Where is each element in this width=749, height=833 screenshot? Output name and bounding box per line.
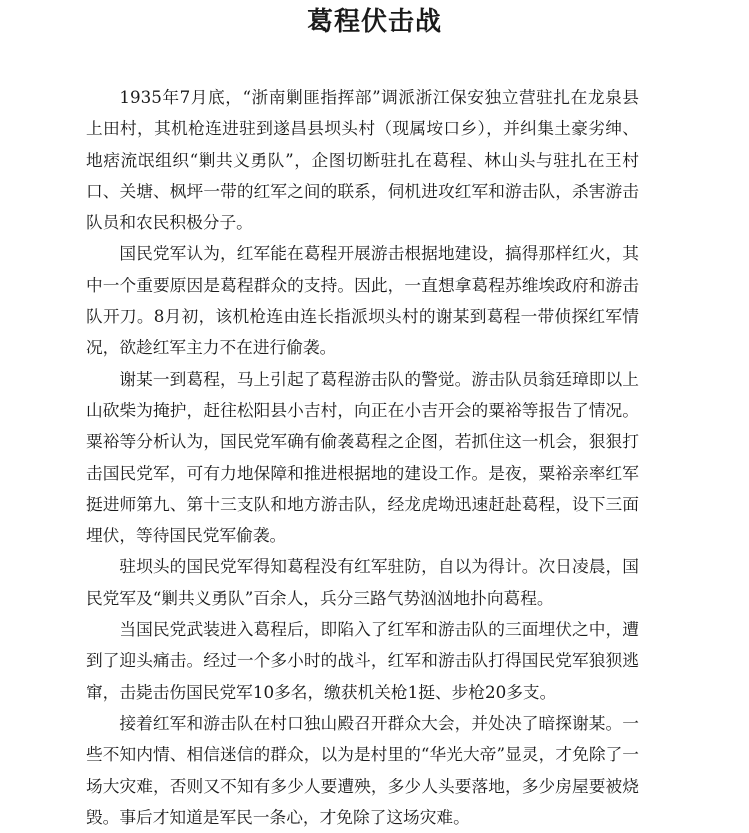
paragraph-1: 1935年7月底，“浙南剿匪指挥部”调派浙江保安独立营驻扎在龙泉县上田村，其机枪连进驻到遂昌县坝头村（现属垵口乡），并纠集土豪劣绅、地痞流氓组织“剿共义勇队”，企图切断驻扎在葛程、林山头与驻扎在王村口、关塘、枫坪一带的红军之间的联系，伺机进攻红军和游击队，杀害游击队员和农民积极分子。 [86, 87, 639, 233]
paragraph-4: 驻坝头的国民党军得知葛程没有红军驻防，自以为得计。次日凌晨，国民党军及“剿共义勇队”百余人，兵分三路气势汹汹地扑向葛程。 [86, 556, 639, 608]
paragraph-2: 国民党军认为，红军能在葛程开展游击根据地建设，搞得那样红火，其中一个重要原因是葛程群众的支持。因此，一直想拿葛程苏维埃政府和游击队开刀。8月初，该机枪连由连长指派坝头村的谢某到葛程一带侦探红军情况，欲趁红军主力不在进行偷袭。 [86, 243, 639, 358]
article-body [86, 82, 639, 833]
paragraph-6: 接着红军和游击队在村口独山殿召开群众大会，并处决了暗探谢某。一些不知内情、相信迷信的群众，以为是村里的“华光大帝”显灵，才免除了一场大灾难，否则又不知有多少人要遭殃，多少人头要落地，多少房屋要被烧毁。事后才知道是军民一条心，才免除了这场灾难。 [86, 712, 639, 827]
paragraph-5: 当国民党武装进入葛程后，即陷入了红军和游击队的三面埋伏之中，遭到了迎头痛击。经过一个多小时的战斗，红军和游击队打得国民党军狼狈逃窜，击毙击伤国民党军10多名，缴获机关枪1挺、步枪20多支。 [86, 619, 639, 702]
page-title: 葛程伏击战 [306, 7, 442, 37]
paragraph-3: 谢某一到葛程，马上引起了葛程游击队的警觉。游击队员翁廷璋即以上山砍柴为掩护，赶往松阳县小吉村，向正在小吉开会的粟裕等报告了情况。粟裕等分析认为，国民党军确有偷袭葛程之企图，若抓住这一机会，狠狠打击国民党军，可有力地保障和推进根据地的建设工作。是夜，粟裕亲率红军挺进师第九、第十三支队和地方游击队，经龙虎坳迅速赶赴葛程，设下三面埋伏，等待国民党军偷袭。 [86, 368, 639, 546]
